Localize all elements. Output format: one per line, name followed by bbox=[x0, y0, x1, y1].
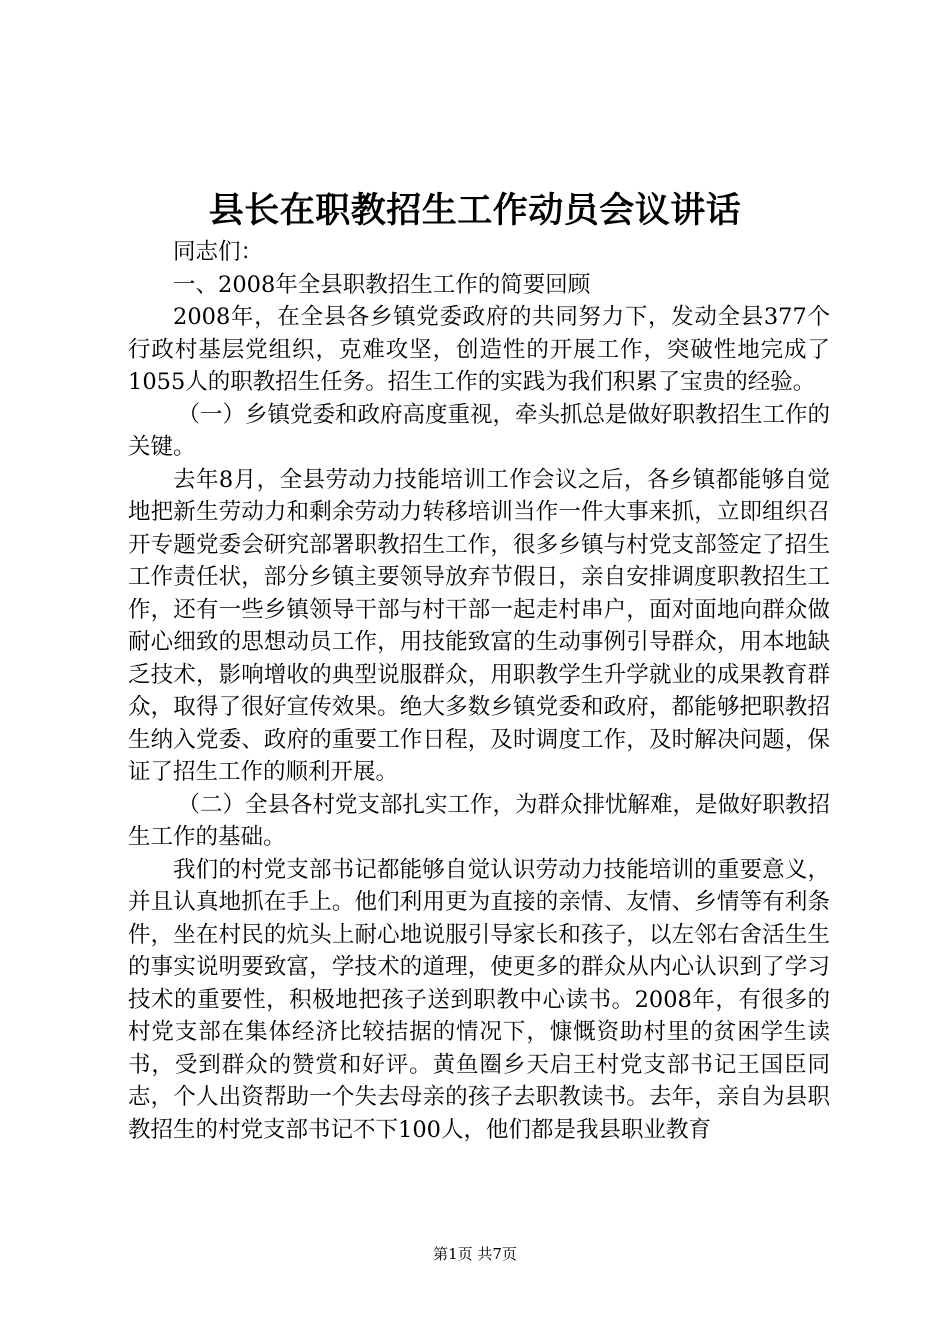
paragraph: 2008年，在全县各乡镇党委政府的共同努力下，发动全县377个行政村基层党组织，克难攻坚，创造性的开展工作，突破性地完成了1055人的职教招生任务。招生工作的实践为我们积累了宝贵的经验。 bbox=[128, 304, 830, 395]
salutation: 同志们： bbox=[173, 239, 264, 265]
page-number: 第1页 共7页 bbox=[433, 1245, 517, 1263]
document-title: 县长在职教招生工作动员会议讲话 bbox=[208, 190, 742, 231]
subsection-heading: （一）乡镇党委和政府高度重视，牵头抓总是做好职教招生工作的关键。 bbox=[128, 401, 831, 460]
paragraph: 去年8月，全县劳动力技能培训工作会议之后，各乡镇都能够自觉地把新生劳动力和剩余劳动力转移培训当作一件大事来抓，立即组织召开专题党委会研究部署职教招生工作，很多乡镇与村党支部签定了招生工作责任状，部分乡镇主要领导放弃节假日，亲自安排调度职教招生工作，还有一些乡镇领导干部与村干部一起走村串户，面对面地向群众做耐心细致的思想动员工作，用技能致富的生动事例引导群众，用本地缺乏技术，影响增收的典型说服群众，用职教学生升学就业的成果教育群众，取得了很好宣传效果。绝大多数乡镇党委和政府，都能够把职教招生纳入党委、政府的重要工作日程，及时调度工作，及时解决问题，保证了招生工作的顺利开展。 bbox=[128, 466, 830, 785]
section-heading: 一、2008年全县职教招生工作的简要回顾 bbox=[173, 271, 591, 298]
subsection-heading: （二）全县各村党支部扎实工作，为群众排忧解难，是做好职教招生工作的基础。 bbox=[128, 791, 831, 850]
paragraph: 我们的村党支部书记都能够自觉认识劳动力技能培训的重要意义，并且认真地抓在手上。他们利用更为直接的亲情、友情、乡情等有利条件，坐在村民的炕头上耐心地说服引导家长和孩子，以左邻右舍活生生的事实说明要致富，学技术的道理，使更多的群众从内心认识到了学习技术的重要性，积极地把孩子送到职教中心读书。2008年，有很多的村党支部在集体经济比较拮据的情况下，慷慨资助村里的贫困学生读书，受到群众的赞赏和好评。黄鱼圈乡天启王村党支部书记王国臣同志，个人出资帮助一个失去母亲的孩子去职教读书。去年，亲自为县职教招生的村党支部书记不下100人，他们都是我县职业教育 bbox=[128, 856, 830, 1143]
document-body bbox=[128, 236, 830, 1146]
